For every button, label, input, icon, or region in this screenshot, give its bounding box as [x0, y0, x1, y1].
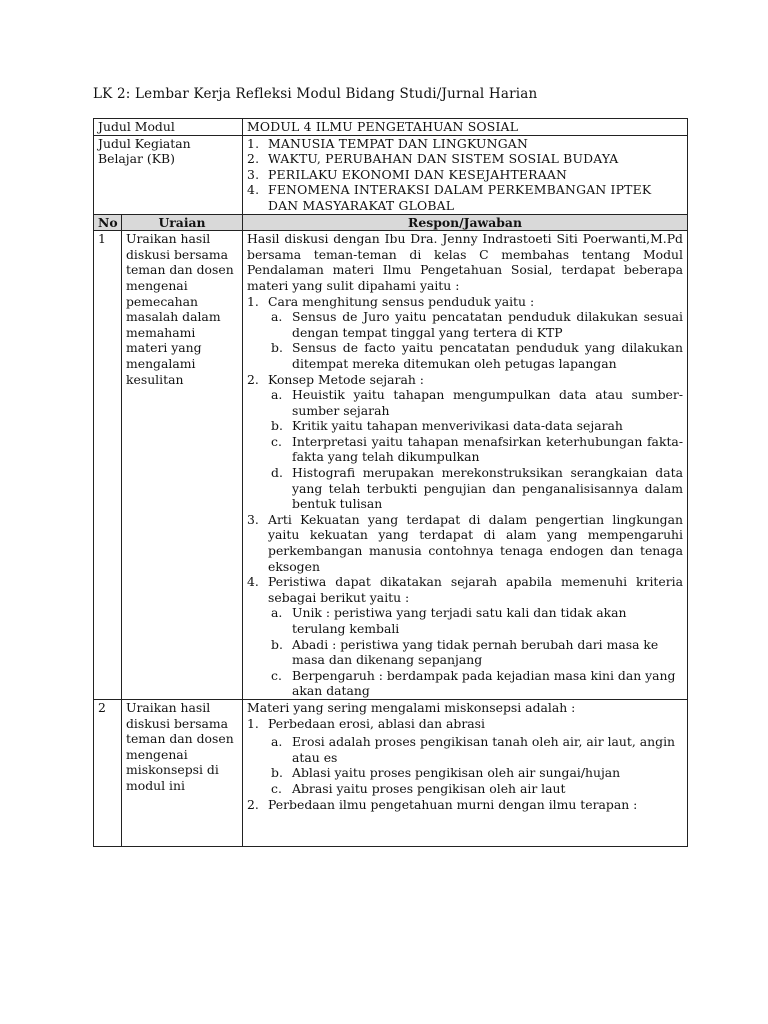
module-title-value: MODUL 4 ILMU PENGETAHUAN SOSIAL	[243, 119, 688, 136]
sub-list-item: a. Erosi adalah proses pengikisan tanah oleh air, air laut, angin atau es	[271, 734, 676, 765]
kb-item: 4. FENOMENA INTERAKSI DALAM PERKEMBANGAN IPTEK DAN MASYARAKAT GLOBAL	[247, 182, 652, 213]
sub-list-item: b. Kritik yaitu tahapan menverivikasi data-data sejarah	[271, 418, 623, 434]
header-uraian: Uraian	[122, 214, 243, 231]
kb-item: 1. MANUSIA TEMPAT DAN LINGKUNGAN	[247, 135, 528, 151]
row-response	[243, 231, 688, 700]
list-item: 4. Peristiwa dapat dikatakan sejarah apabila memenuhi kriteria sebagai berikut yaitu :	[247, 574, 683, 605]
row-uraian: Uraikan hasil diskusi bersama teman dan dosen mengenai pemecahan masalah dalam memahami materi yang mengalami kesulitan	[122, 231, 243, 700]
header-respon: Respon/Jawaban	[243, 214, 688, 231]
sub-list-item: a. Heuistik yaitu tahapan mengumpulkan data atau sumber-sumber sejarah	[271, 387, 683, 418]
kb-item: 2. WAKTU, PERUBAHAN DAN SISTEM SOSIAL BUDAYA	[247, 151, 619, 167]
row-uraian: Uraikan hasil diskusi bersama teman dan dosen mengenai miskonsepsi di modul ini	[122, 699, 243, 846]
response-intro: Hasil diskusi dengan Ibu Dra. Jenny Indrastoeti Siti Poerwanti,M.Pd bersama teman-teman di kelas C membahas tentang Modul Pendalaman materi Ilmu Pengetahuan Sosial, terdapat beberapa materi yang sulit dipahami yaitu :	[247, 231, 683, 293]
row-number: 1	[94, 231, 122, 700]
sub-list-item: d. Histografi merupakan merekonstruksikan serangkaian data yang telah terbukti pengujian dan penganalisisannya dalam bentuk tulisan	[271, 465, 683, 512]
response-intro: Materi yang sering mengalami miskonsepsi adalah :	[247, 699, 576, 715]
sub-list-item: c. Interpretasi yaitu tahapan menafsirkan keterhubungan fakta-fakta yang telah dikumpulkan	[271, 433, 683, 465]
sub-list-item: b. Abadi : peristiwa yang tidak pernah berubah dari masa ke masa dan dikenang sepanjang	[271, 636, 659, 668]
sub-list-item: c. Abrasi yaitu proses pengikisan oleh air laut	[271, 780, 566, 796]
table-header-row	[94, 214, 688, 231]
sub-list-item: a. Sensus de Juro yaitu pencatatan penduduk dilakukan sesuai dengan tempat tinggal yang tertera di KTP	[271, 309, 683, 340]
list-item: 1. Cara menghitung sensus penduduk yaitu :	[247, 293, 535, 309]
table-row-1	[94, 231, 688, 700]
row-response	[243, 699, 688, 846]
header-no: No	[94, 214, 122, 231]
list-item: 1. Perbedaan erosi, ablasi dan abrasi	[247, 715, 485, 731]
sub-list-item: c. Berpengaruh : berdampak pada kejadian masa kini dan yang akan datang	[271, 667, 676, 699]
sub-list-item: b. Ablasi yaitu proses pengikisan oleh air sungai/hujan	[271, 765, 621, 781]
kb-title-row	[94, 135, 688, 214]
document-title: LK 2: Lembar Kerja Refleksi Modul Bidang Studi/Jurnal Harian	[93, 86, 538, 102]
module-title-label: Judul Modul	[94, 119, 243, 136]
sub-list-item: a. Unik : peristiwa yang terjadi satu kali dan tidak akan terulang kembali	[271, 605, 627, 636]
table-row-2	[94, 699, 688, 846]
module-title-row	[94, 119, 688, 136]
kb-title-label: Judul Kegiatan Belajar (KB)	[94, 135, 243, 214]
list-item: 3. Arti Kekuatan yang terdapat di dalam pengertian lingkungan yaitu kekuatan yang terdapat di alam yang mempengaruhi perkembangan manusia contohnya tenaga endogen dan tenaga eksogen	[247, 511, 683, 574]
reflection-table	[93, 118, 688, 847]
list-item: 2. Perbedaan ilmu pengetahuan murni dengan ilmu terapan :	[247, 796, 638, 812]
sub-list-item: b. Sensus de facto yaitu pencatatan penduduk yang dilakukan ditempat mereka ditemukan oleh petugas lapangan	[271, 340, 683, 371]
kb-title-list	[243, 135, 688, 214]
kb-item: 3. PERILAKU EKONOMI DAN KESEJAHTERAAN	[247, 166, 568, 182]
list-item: 2. Konsep Metode sejarah :	[247, 371, 424, 387]
row-number: 2	[94, 699, 122, 846]
